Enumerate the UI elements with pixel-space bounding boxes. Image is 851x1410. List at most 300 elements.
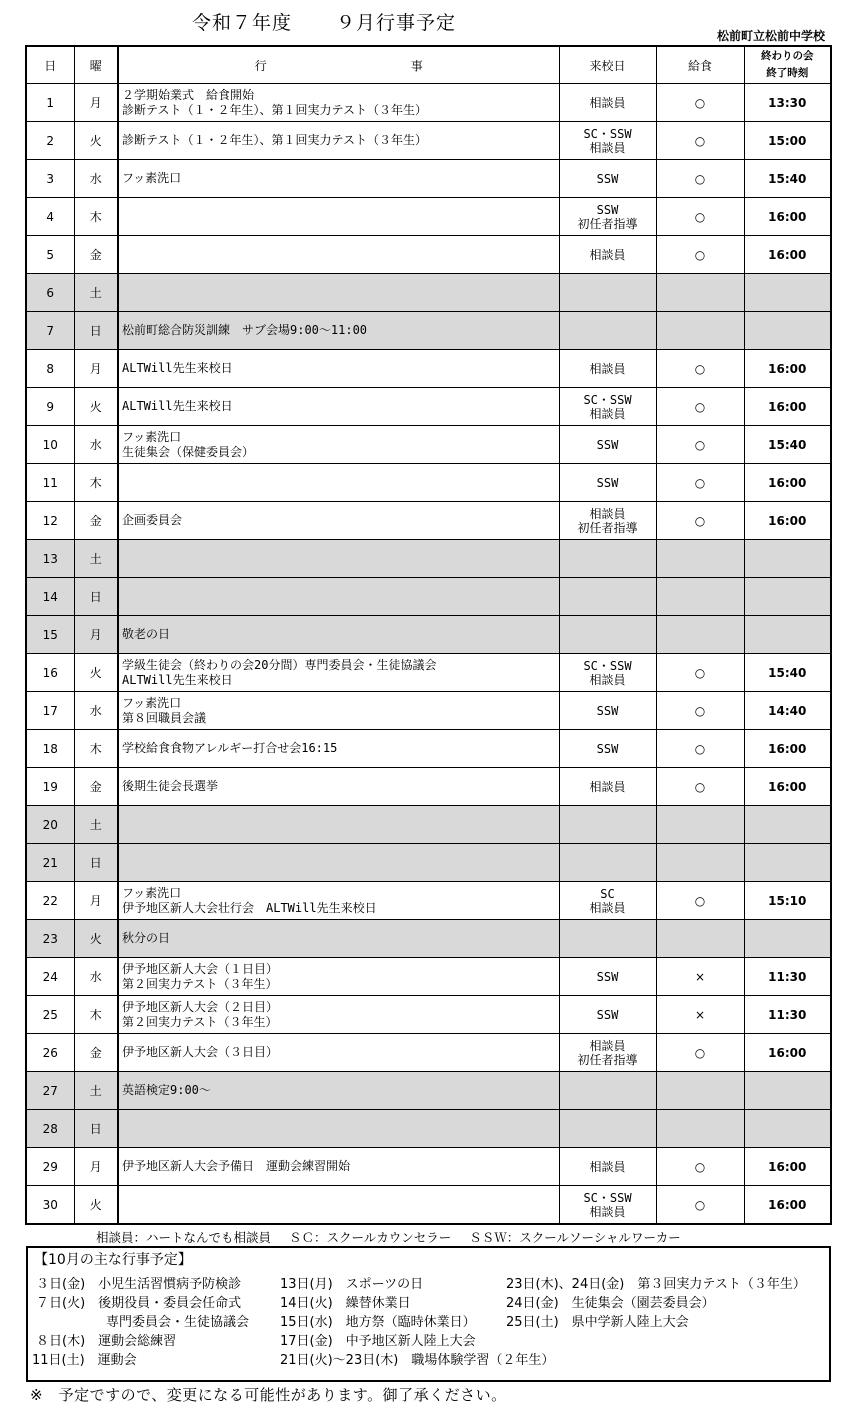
event-cell-line: ALTWill先生来校日 xyxy=(122,672,233,687)
visitor-cell-line: SSW xyxy=(596,1007,619,1022)
page-title xyxy=(192,8,456,35)
visitor-cell-line: 相談員 xyxy=(589,406,626,421)
end-time-cell-line: 16:00 xyxy=(768,361,807,376)
october-item: ７日(火) 後期役員・委員会任命式 xyxy=(36,1296,242,1311)
day-cell xyxy=(26,654,74,692)
day-cell-line: 27 xyxy=(42,1083,58,1098)
weekday-cell xyxy=(74,350,118,388)
schedule-row xyxy=(26,160,831,198)
weekday-cell-line: 木 xyxy=(89,210,102,224)
weekday-cell-line: 金 xyxy=(89,1046,102,1060)
weekday-cell xyxy=(74,920,118,958)
end-time-cell-line: 14:40 xyxy=(768,703,807,718)
visitor-cell-line: SC・SSW xyxy=(583,658,632,673)
day-cell-line: 7 xyxy=(46,323,55,338)
day-cell xyxy=(26,844,74,882)
visitor-cell xyxy=(559,160,656,198)
end-time-cell-line: 15:40 xyxy=(768,437,807,452)
end-time-cell xyxy=(744,958,831,996)
day-cell-line: 29 xyxy=(42,1159,58,1174)
end-time-cell xyxy=(744,464,831,502)
schedule-row xyxy=(26,616,831,654)
weekday-cell-line: 木 xyxy=(89,742,102,756)
visitor-cell-line: SC・SSW xyxy=(583,392,632,407)
october-item: 24日(金) 生徒集会（園芸委員会） xyxy=(506,1296,715,1311)
visitor-cell-line: SC・SSW xyxy=(583,126,632,141)
schedule-row xyxy=(26,1034,831,1072)
day-cell-line: 6 xyxy=(46,285,55,300)
october-item: 21日(火)～23日(木) 職場体験学習（２年生） xyxy=(280,1353,555,1368)
schedule-row xyxy=(26,844,831,882)
event-cell-line: ALTWill先生来校日 xyxy=(122,399,233,413)
legend xyxy=(96,1228,695,1246)
day-cell-line: 4 xyxy=(46,209,55,224)
schedule-row xyxy=(26,388,831,426)
meal-cell-line: ○ xyxy=(694,209,706,224)
end-time-cell xyxy=(744,160,831,198)
end-time-cell xyxy=(744,1148,831,1186)
event-cell xyxy=(118,122,559,160)
visitor-cell-line: SSW xyxy=(596,969,619,984)
weekday-cell xyxy=(74,502,118,540)
meal-cell xyxy=(656,806,744,844)
weekday-cell-line: 火 xyxy=(89,134,102,148)
visitor-cell xyxy=(559,84,656,122)
event-cell-line: 診断テスト（１・２年生）、第１回実力テスト（３年生） xyxy=(122,102,428,117)
end-time-cell xyxy=(744,312,831,350)
october-item: 23日(木)、24日(金) 第３回実力テスト（３年生） xyxy=(506,1277,806,1292)
october-item: 17日(金) 中予地区新人陸上大会 xyxy=(280,1334,476,1349)
visitor-cell xyxy=(559,1186,656,1225)
event-cell xyxy=(118,882,559,920)
meal-cell xyxy=(656,464,744,502)
event-cell-line: 学校給食食物アレルギー打合せ会16:15 xyxy=(122,741,338,755)
schedule-row xyxy=(26,350,831,388)
weekday-cell-line: 土 xyxy=(89,1084,102,1098)
visitor-cell xyxy=(559,730,656,768)
end-time-cell xyxy=(744,274,831,312)
weekday-cell-line: 日 xyxy=(89,856,102,870)
visitor-cell-line: SSW xyxy=(596,703,619,718)
end-time-cell-line: 16:00 xyxy=(768,1045,807,1060)
weekday-cell xyxy=(74,1034,118,1072)
weekday-cell-line: 水 xyxy=(89,970,102,984)
event-cell xyxy=(118,1186,559,1225)
visitor-cell xyxy=(559,388,656,426)
weekday-cell-line: 火 xyxy=(89,1198,102,1212)
meal-cell-line: ○ xyxy=(694,247,706,262)
end-time-cell xyxy=(744,84,831,122)
day-cell xyxy=(26,1034,74,1072)
weekday-cell-line: 火 xyxy=(89,666,102,680)
schedule-row xyxy=(26,692,831,730)
event-cell-line: 後期生徒会長選挙 xyxy=(122,779,219,793)
weekday-cell xyxy=(74,236,118,274)
meal-cell xyxy=(656,84,744,122)
meal-cell-line: ○ xyxy=(694,475,706,490)
meal-cell-line: ○ xyxy=(694,703,706,718)
october-item: ３日(金) 小児生活習慣病予防検診 xyxy=(36,1277,242,1292)
meal-cell-line: ○ xyxy=(694,741,706,756)
meal-cell-line: × xyxy=(694,1007,706,1022)
weekday-cell xyxy=(74,654,118,692)
schedule-row xyxy=(26,236,831,274)
day-cell-line: 5 xyxy=(46,247,55,262)
weekday-cell xyxy=(74,122,118,160)
end-time-cell-line: 16:00 xyxy=(768,1159,807,1174)
event-cell-line: 伊予地区新人大会（２日目） xyxy=(122,999,279,1014)
day-cell xyxy=(26,274,74,312)
visitor-cell xyxy=(559,1110,656,1148)
end-time-cell-line: 16:00 xyxy=(768,513,807,528)
weekday-cell-line: 土 xyxy=(89,818,102,832)
event-cell xyxy=(118,692,559,730)
end-time-cell xyxy=(744,236,831,274)
day-cell-line: 2 xyxy=(46,133,55,148)
event-cell xyxy=(118,654,559,692)
visitor-cell-line: 初任者指導 xyxy=(577,1052,638,1067)
col-header-event: 行 事 xyxy=(118,46,559,84)
end-time-cell xyxy=(744,426,831,464)
visitor-cell xyxy=(559,768,656,806)
weekday-cell-line: 水 xyxy=(89,172,102,186)
day-cell-line: 21 xyxy=(42,855,58,870)
meal-cell xyxy=(656,882,744,920)
visitor-cell-line: SSW xyxy=(596,171,619,186)
event-cell-line: 伊予地区新人大会予備日 運動会練習開始 xyxy=(122,1159,351,1173)
weekday-cell xyxy=(74,730,118,768)
weekday-cell-line: 日 xyxy=(89,324,102,338)
weekday-cell-line: 金 xyxy=(89,780,102,794)
day-cell xyxy=(26,198,74,236)
day-cell-line: 16 xyxy=(42,665,58,680)
weekday-cell-line: 月 xyxy=(89,1160,102,1174)
event-cell xyxy=(118,502,559,540)
meal-cell xyxy=(656,578,744,616)
day-cell xyxy=(26,502,74,540)
visitor-cell-line: 相談員 xyxy=(589,900,626,915)
end-time-cell-line: 16:00 xyxy=(768,741,807,756)
meal-cell xyxy=(656,692,744,730)
visitor-cell xyxy=(559,806,656,844)
day-cell-line: 18 xyxy=(42,741,58,756)
event-cell xyxy=(118,84,559,122)
day-cell xyxy=(26,122,74,160)
end-time-cell xyxy=(744,1034,831,1072)
october-item: ８日(木) 運動会総練習 xyxy=(36,1334,177,1349)
meal-cell-line: ○ xyxy=(694,1045,706,1060)
day-cell xyxy=(26,540,74,578)
visitor-cell-line: SC xyxy=(600,886,615,901)
legend-item: 相談員：ハートなんでも相談員 xyxy=(96,1230,272,1245)
weekday-cell xyxy=(74,844,118,882)
event-cell xyxy=(118,730,559,768)
schedule-row xyxy=(26,1110,831,1148)
weekday-cell xyxy=(74,274,118,312)
end-time-cell-line: 16:00 xyxy=(768,399,807,414)
event-cell-line: フッ素洗口 xyxy=(122,695,182,710)
day-cell-line: 25 xyxy=(42,1007,58,1022)
month-title: ９月行事予定 xyxy=(336,12,457,34)
day-cell xyxy=(26,388,74,426)
event-cell-line: 企画委員会 xyxy=(122,513,183,527)
meal-cell xyxy=(656,502,744,540)
day-cell xyxy=(26,1186,74,1225)
event-cell xyxy=(118,1072,559,1110)
schedule-row xyxy=(26,730,831,768)
meal-cell xyxy=(656,958,744,996)
end-time-cell-line: 15:40 xyxy=(768,171,807,186)
schedule-row xyxy=(26,654,831,692)
day-cell-line: 1 xyxy=(46,95,55,110)
visitor-cell xyxy=(559,274,656,312)
end-time-cell xyxy=(744,1110,831,1148)
schedule-row xyxy=(26,274,831,312)
event-cell xyxy=(118,578,559,616)
visitor-cell xyxy=(559,236,656,274)
end-time-cell xyxy=(744,882,831,920)
col-header-dow: 曜 xyxy=(74,46,118,84)
schedule-row xyxy=(26,198,831,236)
day-cell xyxy=(26,958,74,996)
schedule-row xyxy=(26,882,831,920)
day-cell-line: 20 xyxy=(42,817,58,832)
meal-cell xyxy=(656,388,744,426)
event-cell xyxy=(118,920,559,958)
day-cell xyxy=(26,616,74,654)
meal-cell-line: ○ xyxy=(694,665,706,680)
visitor-cell-line: SSW xyxy=(596,741,619,756)
meal-cell-line: ○ xyxy=(694,893,706,908)
visitor-cell-line: SSW xyxy=(596,437,619,452)
visitor-cell xyxy=(559,1034,656,1072)
schedule-row xyxy=(26,464,831,502)
day-cell xyxy=(26,312,74,350)
event-cell-line: 第２回実力テスト（３年生） xyxy=(122,1014,278,1029)
day-cell xyxy=(26,160,74,198)
weekday-cell-line: 金 xyxy=(89,248,102,262)
day-cell-line: 3 xyxy=(46,171,55,186)
visitor-cell xyxy=(559,198,656,236)
october-title: 【10月の主な行事予定】 xyxy=(34,1252,192,1268)
meal-cell xyxy=(656,996,744,1034)
event-cell xyxy=(118,958,559,996)
visitor-cell xyxy=(559,502,656,540)
visitor-cell-line: 相談員 xyxy=(589,95,626,110)
visitor-cell xyxy=(559,996,656,1034)
event-cell-line: 敬老の日 xyxy=(122,627,171,641)
meal-cell-line: ○ xyxy=(694,437,706,452)
october-item: 25日(土) 県中学新人陸上大会 xyxy=(506,1315,689,1330)
day-cell xyxy=(26,1072,74,1110)
end-time-cell xyxy=(744,198,831,236)
day-cell xyxy=(26,1110,74,1148)
visitor-cell xyxy=(559,122,656,160)
meal-cell xyxy=(656,654,744,692)
weekday-cell xyxy=(74,806,118,844)
meal-cell xyxy=(656,730,744,768)
end-time-cell xyxy=(744,692,831,730)
visitor-cell xyxy=(559,578,656,616)
event-cell-line: ２学期始業式 給食開始 xyxy=(122,87,255,102)
visitor-cell-line: 相談員 xyxy=(589,1204,626,1219)
meal-cell xyxy=(656,274,744,312)
meal-cell xyxy=(656,616,744,654)
day-cell-line: 28 xyxy=(42,1121,58,1136)
visitor-cell-line: 相談員 xyxy=(589,1038,626,1053)
event-cell-line: フッ素洗口 xyxy=(122,885,182,900)
schedule-row xyxy=(26,996,831,1034)
event-cell-line: 松前町総合防災訓練 サブ会場9:00～11:00 xyxy=(122,323,368,337)
event-cell-line: 第２回実力テスト（３年生） xyxy=(122,976,278,991)
day-cell-line: 22 xyxy=(42,893,58,908)
event-cell xyxy=(118,806,559,844)
end-time-cell xyxy=(744,806,831,844)
meal-cell xyxy=(656,426,744,464)
october-item: 15日(水) 地方祭（臨時休業日） xyxy=(280,1315,476,1330)
weekday-cell-line: 月 xyxy=(89,96,102,110)
event-cell xyxy=(118,426,559,464)
visitor-cell-line: 相談員 xyxy=(589,1159,626,1174)
event-cell xyxy=(118,616,559,654)
weekday-cell xyxy=(74,958,118,996)
meal-cell-line: ○ xyxy=(694,399,706,414)
weekday-cell xyxy=(74,1072,118,1110)
day-cell xyxy=(26,236,74,274)
footnote: ※ 予定ですので、変更になる可能性があります。御了承ください。 xyxy=(30,1386,507,1404)
october-item: 専門委員会・生徒協議会 xyxy=(106,1315,250,1330)
visitor-cell-line: 相談員 xyxy=(589,672,626,687)
event-cell xyxy=(118,198,559,236)
event-cell-line: 秋分の日 xyxy=(122,931,171,945)
visitor-cell xyxy=(559,1072,656,1110)
event-cell xyxy=(118,996,559,1034)
visitor-cell xyxy=(559,920,656,958)
visitor-cell xyxy=(559,958,656,996)
day-cell-line: 10 xyxy=(42,437,58,452)
event-cell xyxy=(118,1110,559,1148)
event-cell-line: ALTWill先生来校日 xyxy=(122,361,233,375)
day-cell xyxy=(26,350,74,388)
meal-cell xyxy=(656,540,744,578)
day-cell-line: 30 xyxy=(42,1197,58,1212)
event-cell xyxy=(118,160,559,198)
end-time-cell xyxy=(744,616,831,654)
end-time-cell xyxy=(744,996,831,1034)
end-time-cell-line: 16:00 xyxy=(768,475,807,490)
visitor-cell-line: SSW xyxy=(596,475,619,490)
event-cell-line: フッ素洗口 xyxy=(122,171,182,185)
visitor-cell-line: 相談員 xyxy=(589,506,626,521)
end-time-cell-line: 15:00 xyxy=(768,133,807,148)
end-time-cell xyxy=(744,502,831,540)
day-cell xyxy=(26,426,74,464)
schedule-row xyxy=(26,1186,831,1225)
day-cell xyxy=(26,464,74,502)
event-cell xyxy=(118,464,559,502)
meal-cell xyxy=(656,122,744,160)
schedule-row xyxy=(26,312,831,350)
meal-cell-line: ○ xyxy=(694,133,706,148)
schedule-row xyxy=(26,84,831,122)
day-cell-line: 11 xyxy=(42,475,58,490)
weekday-cell-line: 水 xyxy=(89,704,102,718)
weekday-cell-line: 火 xyxy=(89,932,102,946)
end-time-cell-line: 15:40 xyxy=(768,665,807,680)
schedule-row xyxy=(26,1072,831,1110)
weekday-cell xyxy=(74,160,118,198)
weekday-cell xyxy=(74,882,118,920)
weekday-cell xyxy=(74,312,118,350)
event-cell-line: 診断テスト（１・２年生）、第１回実力テスト（３年生） xyxy=(122,133,428,147)
end-time-cell-line: 16:00 xyxy=(768,1197,807,1212)
col-header-end-time xyxy=(744,46,831,84)
schedule-row xyxy=(26,920,831,958)
weekday-cell xyxy=(74,578,118,616)
weekday-cell xyxy=(74,1186,118,1225)
meal-cell xyxy=(656,1072,744,1110)
col-header-visitor: 来校日 xyxy=(559,46,656,84)
event-cell-line: 生徒集会（保健委員会） xyxy=(122,444,255,459)
day-cell-line: 19 xyxy=(42,779,58,794)
meal-cell xyxy=(656,768,744,806)
meal-cell xyxy=(656,198,744,236)
schedule-row xyxy=(26,1148,831,1186)
visitor-cell xyxy=(559,692,656,730)
visitor-cell xyxy=(559,426,656,464)
header-row xyxy=(26,46,831,84)
end-time-cell-line: 16:00 xyxy=(768,209,807,224)
day-cell-line: 9 xyxy=(46,399,55,414)
visitor-cell xyxy=(559,654,656,692)
event-cell xyxy=(118,312,559,350)
schedule-table xyxy=(25,45,832,1225)
weekday-cell xyxy=(74,692,118,730)
meal-cell-line: ○ xyxy=(694,513,706,528)
event-cell xyxy=(118,236,559,274)
schedule-row xyxy=(26,768,831,806)
visitor-cell-line: SC・SSW xyxy=(583,1190,632,1205)
meal-cell xyxy=(656,312,744,350)
fiscal-year: 令和７年度 xyxy=(192,12,293,34)
end-time-cell xyxy=(744,578,831,616)
visitor-cell xyxy=(559,1148,656,1186)
event-cell xyxy=(118,274,559,312)
day-cell-line: 8 xyxy=(46,361,55,376)
weekday-cell-line: 金 xyxy=(89,514,102,528)
visitor-cell-line: SSW xyxy=(596,202,619,217)
day-cell xyxy=(26,730,74,768)
meal-cell-line: ○ xyxy=(694,1159,706,1174)
visitor-cell-line: 相談員 xyxy=(589,361,626,376)
weekday-cell-line: 月 xyxy=(89,894,102,908)
day-cell-line: 17 xyxy=(42,703,58,718)
event-cell-line: 英語検定9:00～ xyxy=(122,1083,211,1097)
day-cell xyxy=(26,996,74,1034)
day-cell-line: 14 xyxy=(42,589,58,604)
weekday-cell-line: 日 xyxy=(89,1122,102,1136)
end-time-cell xyxy=(744,388,831,426)
event-cell xyxy=(118,768,559,806)
end-time-cell xyxy=(744,920,831,958)
visitor-cell-line: 初任者指導 xyxy=(577,520,638,535)
visitor-cell-line: 相談員 xyxy=(589,247,626,262)
weekday-cell xyxy=(74,198,118,236)
meal-cell xyxy=(656,1110,744,1148)
weekday-cell-line: 火 xyxy=(89,400,102,414)
visitor-cell xyxy=(559,882,656,920)
meal-cell-line: ○ xyxy=(694,171,706,186)
